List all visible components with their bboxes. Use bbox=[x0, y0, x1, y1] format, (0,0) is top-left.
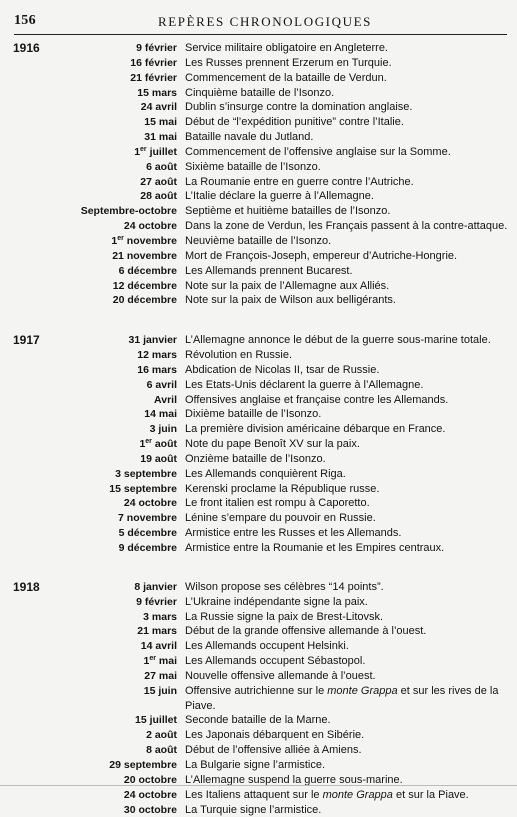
event-text: Note sur la paix de Wilson aux belligérants. bbox=[185, 293, 396, 308]
event-date: 6 août bbox=[146, 160, 177, 175]
event-row bbox=[0, 639, 517, 654]
event-row bbox=[0, 743, 517, 758]
event-date: 16 mars bbox=[137, 363, 177, 378]
event-date: 8 janvier bbox=[134, 580, 177, 595]
event-date: 14 avril bbox=[141, 639, 177, 654]
event-date: 21 février bbox=[130, 71, 177, 86]
event-text: L’Ukraine indépendante signe la paix. bbox=[185, 595, 368, 610]
event-date: 15 septembre bbox=[109, 482, 177, 497]
event-date: 24 octobre bbox=[124, 219, 177, 234]
event-text: Abdication de Nicolas II, tsar de Russie. bbox=[185, 363, 379, 378]
event-row bbox=[0, 130, 517, 145]
event-text: La première division américaine débarque en France. bbox=[185, 422, 445, 437]
event-date: 29 septembre bbox=[109, 758, 177, 773]
event-row bbox=[0, 422, 517, 437]
event-row bbox=[0, 610, 517, 625]
event-row bbox=[0, 496, 517, 511]
event-date: 20 octobre bbox=[124, 773, 177, 788]
event-row bbox=[0, 526, 517, 541]
event-text: Révolution en Russie. bbox=[185, 348, 292, 363]
event-row bbox=[0, 624, 517, 639]
event-date: 1er juillet bbox=[134, 145, 177, 160]
event-row bbox=[0, 511, 517, 526]
event-row bbox=[0, 467, 517, 482]
running-title: REPÈRES CHRONOLOGIQUES bbox=[158, 14, 372, 30]
event-row bbox=[0, 393, 517, 408]
page-number: 156 bbox=[14, 13, 36, 29]
event-row bbox=[0, 100, 517, 115]
event-row bbox=[0, 160, 517, 175]
event-text: Seconde bataille de la Marne. bbox=[185, 713, 331, 728]
event-date: 16 février bbox=[130, 56, 177, 71]
event-date: 3 juin bbox=[150, 422, 177, 437]
event-row bbox=[0, 437, 517, 452]
event-row bbox=[0, 249, 517, 264]
event-row bbox=[0, 363, 517, 378]
event-text: Les Japonais débarquent en Sibérie. bbox=[185, 728, 364, 743]
event-row bbox=[0, 41, 517, 56]
event-date: 2 août bbox=[146, 728, 177, 743]
event-date: 28 août bbox=[140, 189, 177, 204]
event-text: Nouvelle offensive allemande à l’ouest. bbox=[185, 669, 376, 684]
event-text: La Roumanie entre en guerre contre l’Autriche. bbox=[185, 175, 414, 190]
event-date: 7 novembre bbox=[118, 511, 177, 526]
event-row bbox=[0, 378, 517, 393]
event-text: Les Etats-Unis déclarent la guerre à l’Allemagne. bbox=[185, 378, 423, 393]
event-row bbox=[0, 758, 517, 773]
event-text: Service militaire obligatoire en Angleterre. bbox=[185, 41, 388, 56]
event-row bbox=[0, 713, 517, 728]
event-row bbox=[0, 175, 517, 190]
event-date: 21 mars bbox=[137, 624, 177, 639]
event-date: 15 juillet bbox=[135, 713, 177, 728]
event-date: 19 août bbox=[140, 452, 177, 467]
event-row bbox=[0, 264, 517, 279]
event-text: Wilson propose ses célèbres “14 points”. bbox=[185, 580, 384, 595]
event-text: Piave. bbox=[185, 699, 216, 714]
event-date: 24 octobre bbox=[124, 788, 177, 803]
event-row bbox=[0, 56, 517, 71]
event-row bbox=[0, 279, 517, 294]
event-text: Onzième bataille de l’Isonzo. bbox=[185, 452, 326, 467]
event-text: Lénine s’empare du pouvoir en Russie. bbox=[185, 511, 376, 526]
year-heading: 1917 bbox=[13, 333, 40, 348]
event-text: La Turquie signe l’armistice. bbox=[185, 803, 321, 817]
event-text: Kerenski proclame la République russe. bbox=[185, 482, 379, 497]
header-rule bbox=[14, 34, 507, 35]
event-date: 1er août bbox=[139, 437, 177, 452]
event-text: Dans la zone de Verdun, les Français passent à la contre-attaque. bbox=[185, 219, 507, 234]
page-header bbox=[14, 13, 503, 33]
year-section-1916 bbox=[0, 41, 517, 308]
event-row bbox=[0, 541, 517, 556]
event-row bbox=[0, 482, 517, 497]
year-section-1918 bbox=[0, 580, 517, 817]
event-date: 15 mai bbox=[144, 115, 177, 130]
event-row bbox=[0, 580, 517, 595]
event-row-continuation bbox=[0, 699, 517, 714]
event-date: 1er novembre bbox=[111, 234, 177, 249]
year-heading: 1916 bbox=[13, 41, 40, 56]
event-text: Les Allemands occupent Sébastopol. bbox=[185, 654, 365, 669]
event-row bbox=[0, 348, 517, 363]
event-text: Les Allemands prennent Bucarest. bbox=[185, 264, 353, 279]
event-text: Septième et huitième batailles de l’Isonzo. bbox=[185, 204, 390, 219]
event-text: Neuvième bataille de l’Isonzo. bbox=[185, 234, 331, 249]
event-text: Les Allemands conquièrent Riga. bbox=[185, 467, 346, 482]
event-date: 24 avril bbox=[141, 100, 177, 115]
event-text: Offensive autrichienne sur le monte Grappa et sur les rives de la bbox=[185, 684, 498, 699]
event-date: 24 octobre bbox=[124, 496, 177, 511]
event-date: 15 mars bbox=[137, 86, 177, 101]
event-row bbox=[0, 595, 517, 610]
event-date: 6 avril bbox=[147, 378, 177, 393]
event-row bbox=[0, 803, 517, 817]
event-date: 3 septembre bbox=[115, 467, 177, 482]
event-row bbox=[0, 452, 517, 467]
event-text: Les Russes prennent Erzerum en Turquie. bbox=[185, 56, 392, 71]
event-date: 5 décembre bbox=[119, 526, 177, 541]
event-row bbox=[0, 71, 517, 86]
event-row bbox=[0, 219, 517, 234]
event-row bbox=[0, 293, 517, 308]
event-date: 21 novembre bbox=[112, 249, 177, 264]
event-row bbox=[0, 728, 517, 743]
event-row bbox=[0, 86, 517, 101]
year-heading: 1918 bbox=[13, 580, 40, 595]
event-text: La Russie signe la paix de Brest-Litovsk. bbox=[185, 610, 383, 625]
event-text: Bataille navale du Jutland. bbox=[185, 130, 313, 145]
event-date: 31 mai bbox=[144, 130, 177, 145]
event-text: Commencement de l’offensive anglaise sur la Somme. bbox=[185, 145, 451, 160]
event-row bbox=[0, 333, 517, 348]
event-text: La Bulgarie signe l’armistice. bbox=[185, 758, 325, 773]
event-date: 9 décembre bbox=[119, 541, 177, 556]
event-text: Les Italiens attaquent sur le monte Grappa et sur la Piave. bbox=[185, 788, 469, 803]
event-text: Armistice entre les Russes et les Allemands. bbox=[185, 526, 401, 541]
event-text: Sixième bataille de l’Isonzo. bbox=[185, 160, 321, 175]
event-row bbox=[0, 234, 517, 249]
event-row bbox=[0, 189, 517, 204]
event-text: Le front italien est rompu à Caporetto. bbox=[185, 496, 370, 511]
event-row bbox=[0, 204, 517, 219]
event-text: L’Italie déclare la guerre à l’Allemagne. bbox=[185, 189, 374, 204]
event-date: 20 décembre bbox=[113, 293, 177, 308]
page-bottom-edge bbox=[0, 785, 517, 786]
event-text: Les Allemands occupent Helsinki. bbox=[185, 639, 349, 654]
event-date: 15 juin bbox=[144, 684, 177, 699]
event-text: Cinquième bataille de l’Isonzo. bbox=[185, 86, 334, 101]
year-section-1917 bbox=[0, 333, 517, 556]
event-date: 27 mai bbox=[144, 669, 177, 684]
event-text: Dublin s’insurge contre la domination anglaise. bbox=[185, 100, 412, 115]
chronology bbox=[0, 41, 517, 817]
event-date: Avril bbox=[154, 393, 177, 408]
event-date: 3 mars bbox=[143, 610, 177, 625]
event-text: Armistice entre la Roumanie et les Empires centraux. bbox=[185, 541, 444, 556]
event-row bbox=[0, 145, 517, 160]
event-date: 27 août bbox=[140, 175, 177, 190]
event-text: Dixième bataille de l’Isonzo. bbox=[185, 407, 321, 422]
event-row bbox=[0, 407, 517, 422]
event-date: 8 août bbox=[146, 743, 177, 758]
event-date: 9 février bbox=[136, 595, 177, 610]
event-row bbox=[0, 115, 517, 130]
event-text: Mort de François-Joseph, empereur d’Autriche-Hongrie. bbox=[185, 249, 457, 264]
event-text: L’Allemagne annonce le début de la guerre sous-marine totale. bbox=[185, 333, 491, 348]
event-text: Commencement de la bataille de Verdun. bbox=[185, 71, 387, 86]
event-date: 14 mai bbox=[144, 407, 177, 422]
event-row bbox=[0, 684, 517, 699]
event-row bbox=[0, 669, 517, 684]
event-text: Début de “l’expédition punitive” contre l’Italie. bbox=[185, 115, 404, 130]
event-text: Offensives anglaise et française contre les Allemands. bbox=[185, 393, 448, 408]
event-text: Début de la grande offensive allemande à l’ouest. bbox=[185, 624, 426, 639]
event-date: 6 décembre bbox=[119, 264, 177, 279]
event-date: 31 janvier bbox=[129, 333, 177, 348]
event-text: Début de l’offensive alliée à Amiens. bbox=[185, 743, 362, 758]
event-date: 12 mars bbox=[137, 348, 177, 363]
event-date: 9 février bbox=[136, 41, 177, 56]
event-row bbox=[0, 788, 517, 803]
event-date: 1er mai bbox=[144, 654, 177, 669]
event-date: 12 décembre bbox=[113, 279, 177, 294]
event-text: Note du pape Benoît XV sur la paix. bbox=[185, 437, 360, 452]
event-date: Septembre-octobre bbox=[81, 204, 177, 219]
event-text: L’Allemagne suspend la guerre sous-marine. bbox=[185, 773, 403, 788]
event-row bbox=[0, 654, 517, 669]
event-text: Note sur la paix de l’Allemagne aux Alliés. bbox=[185, 279, 389, 294]
event-date: 30 octobre bbox=[124, 803, 177, 817]
